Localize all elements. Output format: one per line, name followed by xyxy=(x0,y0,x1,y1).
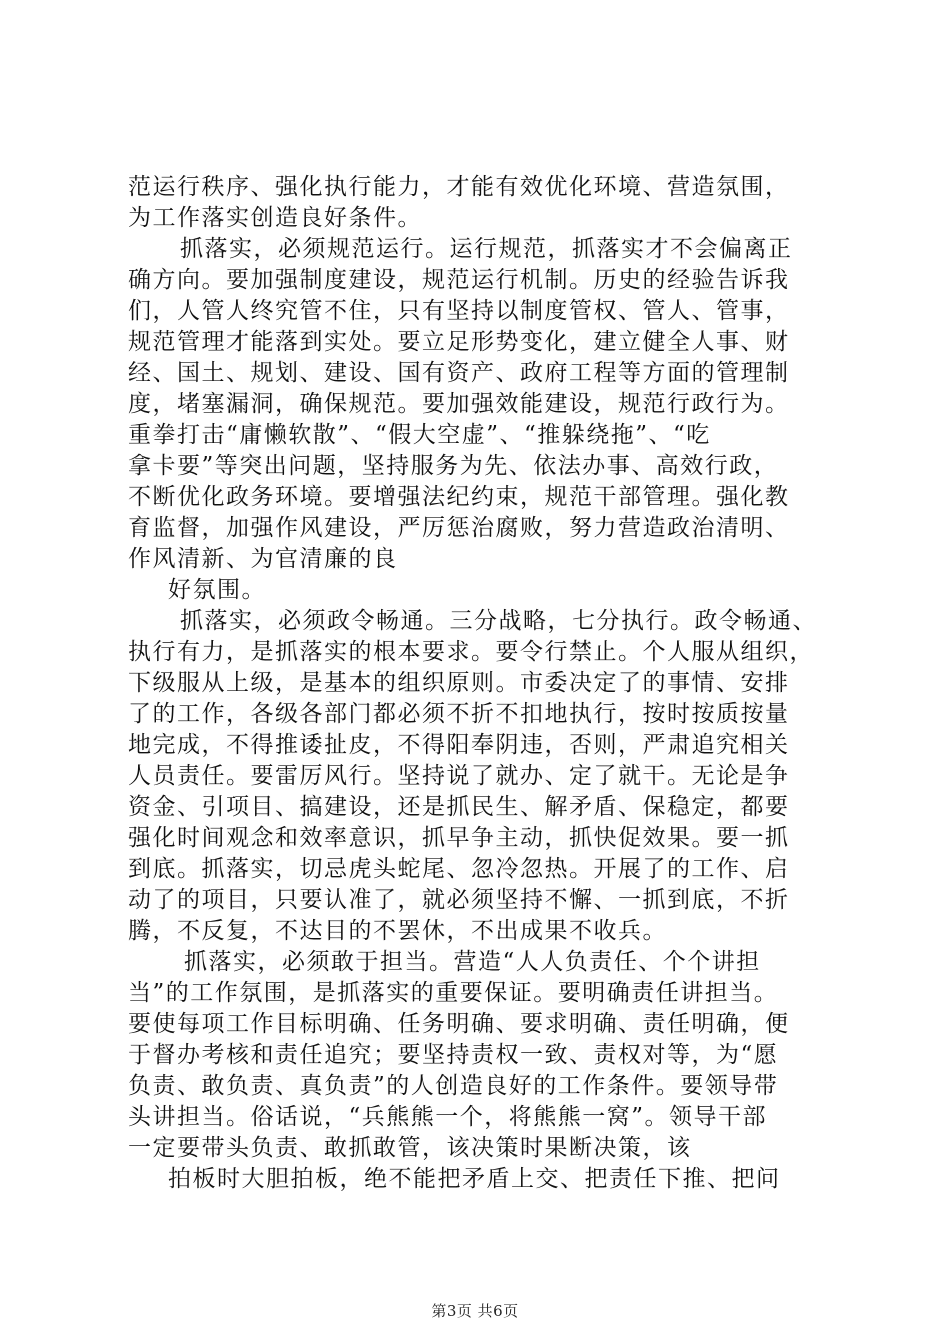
text-line: 了的工作，各级各部门都必须不折不扣地执行，按时按质按量 xyxy=(128,701,790,727)
text-line: 一定要带头负责、敢抓敢管，该决策时果断决策，该 xyxy=(128,1135,692,1161)
text-line: 经、国土、规划、建设、国有资产、政府工程等方面的管理制 xyxy=(128,360,790,386)
paragraph-start-line: 抓落实，必须敢于担当。营造“人人负责任、个个讲担 xyxy=(184,949,761,975)
text-line: 拍板时大胆拍板，绝不能把矛盾上交、把责任下推、把问 xyxy=(168,1166,781,1192)
text-line: 度，堵塞漏洞，确保规范。要加强效能建设，规范行政行为。 xyxy=(128,391,790,417)
text-line: 强化时间观念和效率意识，抓早争主动，抓快促效果。要一抓 xyxy=(128,825,790,851)
text-line: 负责、敢负责、真负责”的人创造良好的工作条件。要领导带 xyxy=(128,1073,779,1099)
text-line: 范运行秩序、强化执行能力，才能有效优化环境、营造氛围， xyxy=(128,174,790,200)
document-body xyxy=(128,172,828,1195)
text-line: 不断优化政务环境。要增强法纪约束，规范干部管理。强化教 xyxy=(128,484,790,510)
text-line: 拿卡要”等突出问题，坚持服务为先、依法办事、高效行政， xyxy=(128,453,779,479)
text-line: 重拳打击“庸懒软散”、“假大空虚”、“推躲绕拖”、“吃 xyxy=(128,422,711,448)
page-number-label: 第3页 共6页 xyxy=(431,1302,519,1320)
paragraph-start-line: 抓落实，必须规范运行。运行规范，抓落实才不会偏离正 xyxy=(180,236,793,262)
text-line: 作风清新、为官清廉的良 xyxy=(128,546,398,572)
text-line: 到底。抓落实，切忌虎头蛇尾、忽冷忽热。开展了的工作、启 xyxy=(128,856,790,882)
text-line: 为工作落实创造良好条件。 xyxy=(128,205,422,231)
text-line: 于督办考核和责任追究；要坚持责权一致、责权对等，为“愿 xyxy=(128,1042,779,1068)
text-line: 人员责任。要雷厉风行。坚持说了就办、定了就干。无论是争 xyxy=(128,763,790,789)
text-line: 确方向。要加强制度建设，规范运行机制。历史的经验告诉我 xyxy=(128,267,790,293)
text-line: 资金、引项目、搞建设，还是抓民生、解矛盾、保稳定，都要 xyxy=(128,794,790,820)
text-line: 们，人管人终究管不住，只有坚持以制度管权、管人、管事， xyxy=(128,298,790,324)
page-footer xyxy=(0,1300,950,1321)
text-line: 下级服从上级，是基本的组织原则。市委决定了的事情、安排 xyxy=(128,670,790,696)
text-line: 动了的项目，只要认准了，就必须坚持不懈、一抓到底，不折 xyxy=(128,887,790,913)
text-line: 好氛围。 xyxy=(168,577,266,603)
paragraph-start-line: 抓落实，必须政令畅通。三分战略，七分执行。政令畅通、 xyxy=(180,608,817,634)
text-line: 育监督，加强作风建设，严厉惩治腐败，努力营造政治清明、 xyxy=(128,515,790,541)
text-line: 头讲担当。俗话说，“兵熊熊一个，将熊熊一窝”。领导干部 xyxy=(128,1104,768,1130)
text-line: 执行有力，是抓落实的根本要求。要令行禁止。个人服从组织， xyxy=(128,639,814,665)
text-line: 规范管理才能落到实处。要立足形势变化，建立健全人事、财 xyxy=(128,329,790,355)
text-line: 地完成，不得推诿扯皮，不得阳奉阴违，否则，严肃追究相关 xyxy=(128,732,790,758)
text-line: 要使每项工作目标明确、任务明确、要求明确、责任明确，便 xyxy=(128,1011,790,1037)
text-line: 腾，不反复，不达目的不罢休，不出成果不收兵。 xyxy=(128,918,667,944)
text-line: 当”的工作氛围，是抓落实的重要保证。要明确责任讲担当。 xyxy=(128,980,779,1006)
